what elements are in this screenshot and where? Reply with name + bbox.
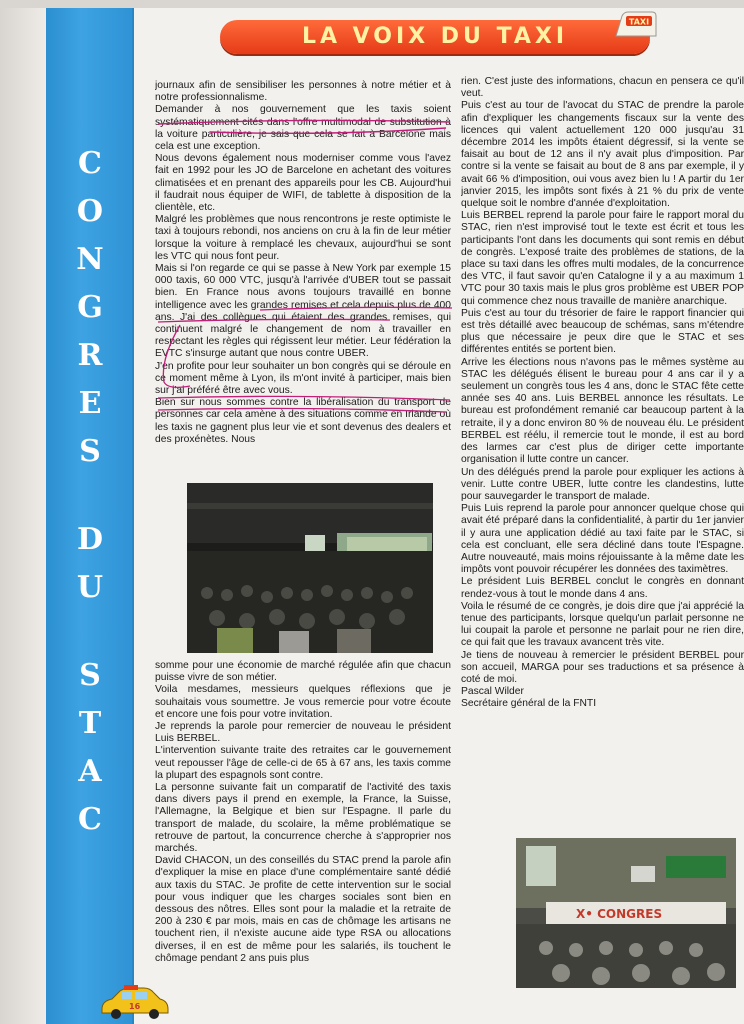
- column-1-bottom: [155, 660, 451, 1015]
- article-paragraph: La personne suivante fait un comparatif de l'activité des taxis dans divers pays il prend en exemple, la France, la Suisse, l'Allemagne, la Belgique et bien sur l'Espagne. Il parle du transport de malade, du scolaire, la même problématique se retrouve de partout, la concurrence cherche à s'approprier nos marchés.: [155, 782, 451, 855]
- article-paragraph: Puis c'est au tour du trésorier de faire le rapport financier qui est très détaillé avec beaucoup de schémas, sans m'étendre plus que nécessaire je peux dire que le STAC et ses différentes entités se portent bien.: [461, 307, 744, 356]
- article-paragraph: Un des délégués prend la parole pour expliquer les actions à venir. Lutte contre UBER, lutte contre les clandestins, lutte pour sauvegarder le transport de malade.: [461, 466, 744, 502]
- sidebar-letter: S: [79, 434, 101, 469]
- sidebar-letter: [46, 612, 134, 652]
- article-paragraph: Je tiens de nouveau à remercier le président BERBEL pour son accueil, MARGA pour ses traductions et sa présence à coté de moi.: [461, 649, 744, 685]
- article-paragraph: Secrétaire général de la FNTI: [461, 698, 597, 710]
- sidebar-letter: D: [76, 522, 103, 557]
- article-paragraph: journaux afin de sensibiliser les personnes à notre métier et à notre professionnalisme.: [155, 80, 451, 104]
- page-number: 16: [129, 1002, 141, 1011]
- article-paragraph: Voila mesdames, messieurs quelques réflexions que je souhaitais vous soumettre. Je vous remercie pour votre écoute et encore une fois pour votre invitation.: [155, 684, 451, 720]
- page-title: LA VOIX DU TAXI: [301, 24, 569, 49]
- stage-banner-text: X• CONGRES: [576, 907, 663, 921]
- sidebar-letter: [46, 476, 134, 516]
- article-paragraph: Le président Luis BERBEL conclut le congrès en donnant rendez-vous à tout le monde dans 4 ans.: [461, 576, 744, 600]
- article-paragraph: Demander à nos gouvernement que les taxis soient systématiquement cités dans l'offre multimodal de substitution à la voiture particulière, je sais que cela se fait à Barcelone mais cela est une exception.: [155, 104, 451, 153]
- taxi-sign-text: TAXI: [628, 17, 650, 27]
- article-paragraph: David CHACON, un des conseillés du STAC prend la parole afin d'expliquer la mise en place d'une complémentaire santé dédié aux taxis du STAC. Je profite de cette intervention sur le social pour vous indiquer que les charges sociales sont bien en dessous des nôtres. Elles sont pour la maladie et la retraite de 200 à 230 € par mois, mais en cas de chômage les artisans ne touchent rien, il n'existe aucune aide type RSA ou allocations diverses, il en est de même pour les salariés, ils touchent le chômage pendant 2 ans puis plus: [155, 855, 451, 964]
- article-paragraph: Pascal Wilder: [461, 686, 524, 698]
- sidebar-letter: N: [76, 242, 104, 277]
- article-paragraph: L'intervention suivante traite des retraites car le gouvernement veut repousser l'âge de celle-ci de 65 à 67 ans, les taxis comme la plupart des espagnols sont contre.: [155, 745, 451, 781]
- sidebar-letter: R: [77, 338, 103, 373]
- article-paragraph: Je reprends la parole pour remercier de nouveau le président Luis BERBEL.: [155, 721, 451, 745]
- sidebar-letter: U: [76, 570, 104, 605]
- article-paragraph: Nous devons également nous moderniser comme vous l'avez fait en 1992 pour les JO de Barcelone en achetant des voitures climatisées et en prenant des appareils pour les CB. Aujourd'hui il faudrait nous équiper de WIFI, de tablette à disposition de la clientèle, etc.: [155, 153, 451, 214]
- scan-margin: [0, 0, 46, 1024]
- sidebar-letter: A: [78, 754, 102, 789]
- article-paragraph: J'en profite pour leur souhaiter un bon congrès qui se déroule en ce moment même à Lyon, ils m'ont invité à participer, mais bien sur j'ai préféré être avec vous.: [155, 360, 451, 397]
- article-paragraph: Bien sur nous sommes contre la libéralisation du transport de personnes car cela amène à des situations comme en Irlande où les taxis ne gagnent plus leur vie et sont devenus des dealers et des proxénètes. Nous: [155, 397, 451, 445]
- sidebar-letter: C: [78, 802, 102, 837]
- article-paragraph: Mais si l'on regarde ce qui se passe à New York par exemple 15 000 taxis, 60 000 VTC, jusqu'à l'arrivée d'UBER tout se passait bien. En France nous avons toujours travaillé en bonne intelligence avec les grandes remises et cela depuis plus de 400 ans. J'ai des collègues qui étaient des grandes remises, qui continuent malgré le changement de nom à travailler en respectant les règles qui régissent leur métier. Leur fédération la EVTC s'insurge autant que nous contre UBER.: [155, 263, 451, 360]
- taxi-cab-icon: [98, 985, 170, 1019]
- conference-hall-photo: [187, 483, 433, 653]
- sidebar-letter: S: [79, 658, 101, 693]
- column-2: [461, 76, 744, 816]
- article-paragraph: Malgré les problèmes que nous rencontrons je reste optimiste le taxi à toujours rebondi, nos anciens on cru à la fin de leur métier lorsque la voiture à remplacé les chevaux, aujourd'hui se sont les VTC qui nous font peur.: [155, 214, 451, 262]
- sidebar-letter: C: [78, 146, 102, 181]
- taxi-sign-icon: [612, 10, 660, 40]
- sidebar-letter: G: [77, 290, 103, 325]
- article-paragraph: rien. C'est juste des informations, chacun en pensera ce qu'il veut.: [461, 76, 744, 100]
- congress-stage-photo: [516, 838, 736, 988]
- sidebar-vertical-title: [46, 140, 134, 844]
- article-paragraph: somme pour une économie de marché régulée afin que chacun puisse vivre de son métier.: [155, 660, 451, 684]
- article-paragraph: Arrive les élections nous n'avons pas le mêmes système au STAC les délégués élisent le bureau pour 4 ans car il y a seulement un congrès tous les 4 ans, donc le STAC fête cette année ses 40 ans. Luis BERBEL annonce les résultats. Le bureau est profondément remanié car beaucoup partent à la retraite, il y a donc environ 80 % de nouveau élu. Le président BERBEL est réélu, il remercie tout le monde, il est au bord des larmes car c'est plus de diriger cette importante organisation il lutte contre un cancer.: [461, 356, 744, 466]
- article-paragraph: Voila le résumé de ce congrès, je dois dire que j'ai apprécié la tenue des participants, lorsque quelqu'un parlait personne ne lui coupait la parole et personne ne parlait pour ne rien dire, ce qui fait que les travaux avancent très vite.: [461, 600, 744, 649]
- article-paragraph: Puis c'est au tour de l'avocat du STAC de prendre la parole afin d'expliquer les changements fiscaux sur la vente des licences qui valent actuellement 120 000 jusqu'au 31 décembre 2014 les impôts étaient dégressif, si la vente se faisait au bout de 12 ans il n'y avait plus d'imposition. Par contre si la vente se faisait au bout de 8 ans par exemple, il y avait 66 % d'imposition, oui vous avez bien lu ! A partir du 1er janvier 2015, les impôts sont fixés à 21 % du prix de vente quelque soit le nombre d'année d'exploitation.: [461, 100, 744, 210]
- column-1-top: [155, 80, 451, 482]
- sidebar-letter: E: [78, 386, 102, 421]
- article-paragraph: Luis BERBEL reprend la parole pour faire le rapport moral du STAC, rien n'est improvisé tout le texte est écrit et tous les participants l'ont dans les documents qui sont remis en début de congrès. L'exposé traite des problèmes de stations, de la place su taxi dans les offres multi modales, de la concurrence des VTC, il faut savoir qu'en Catalogne il y a au maximum 1 VTC pour 30 taxis mais le plus gros problème est UBER POP qui commence chez nous travaille de manière anarchique.: [461, 210, 744, 307]
- scan-top-margin: [0, 0, 744, 8]
- sidebar-letter: T: [78, 706, 102, 741]
- sidebar-letter: O: [76, 194, 104, 229]
- header-banner: [220, 17, 650, 54]
- article-paragraph: Puis Luis reprend la parole pour annoncer quelque chose qui avait été préparé dans la confidentialité, à partir du 1er janvier il y aura une application dédié au taxi faite par le STAC, si cela est concluant, elle sera décliné dans toute l'Espagne. Autre nouveauté, mais moins réjouissante à la même date les impôts vont pouvoir récupérer les données des taximètres.: [461, 503, 744, 576]
